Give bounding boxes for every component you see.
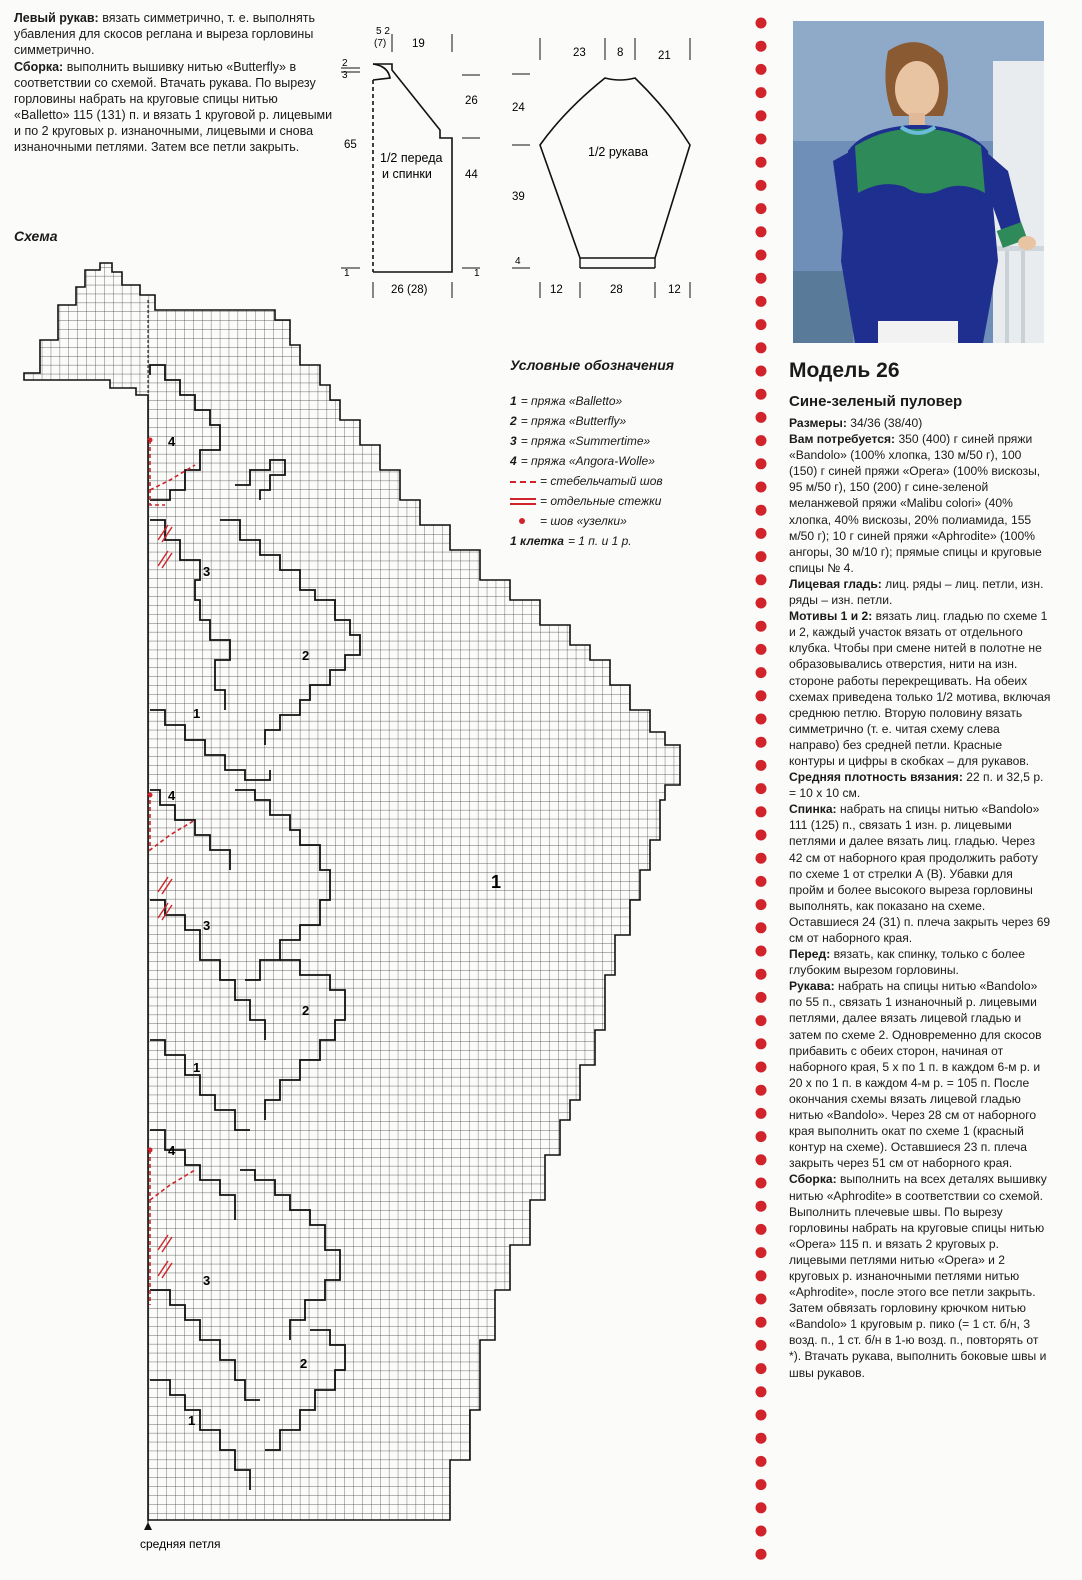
legend-text: = отдельные стежки	[540, 494, 662, 508]
decorative-dot	[756, 574, 767, 585]
decorative-dot	[756, 1131, 767, 1142]
legend-text: = 1 п. и 1 р.	[567, 534, 632, 548]
front-top-width: 19	[412, 38, 425, 50]
legend-title: Условные обозначения	[510, 357, 675, 373]
sleeve-outline	[540, 78, 690, 258]
motif-label-4: 4	[168, 788, 176, 803]
motif-label-3: 3	[203, 564, 211, 579]
cuff-side	[580, 258, 655, 268]
decorative-dot	[756, 1085, 767, 1096]
assembly-text: выполнить вышивку нитью «Butterfly» в соответствии со схемой. Втачать рукава. По вырезу горловины набрать на круговые спицы нитью «Balletto» 115 (131) п. и вязать 1 круговой р. лицевыми и по 2 круговых р. изнаночными, лицевыми и снова изнаночными петлями. Затем все петли закрыть.	[14, 60, 333, 154]
motif-label-1: 1	[193, 1060, 201, 1075]
motif-label-2: 2	[300, 1356, 308, 1371]
motif-label-1: 1	[188, 1413, 196, 1428]
motif-label-2: 2	[302, 648, 310, 663]
decorative-dot	[756, 551, 767, 562]
legend-item	[510, 511, 730, 531]
decorative-dot	[756, 1386, 767, 1397]
legend-key: 1	[510, 394, 517, 408]
motif-label-1: 1	[193, 706, 201, 721]
section-gauge	[789, 769, 1051, 801]
middle-stitch-arrow-icon	[144, 1522, 152, 1530]
decorative-dot	[756, 296, 767, 307]
legend-item	[510, 411, 730, 431]
sleeve-schematic	[512, 38, 690, 298]
legend	[510, 357, 730, 551]
decorative-dot	[756, 41, 767, 52]
motif-label-3: 3	[203, 918, 211, 933]
section-text: набрать на спицы нитью «Bandolo» по 55 п., связать 1 изнаночный р. лицевыми петлями, далее вязать лицевой гладью и затем по схеме 2. Одновременно для скосов прибавить с обеих сторон, начиная от наборного края, 5 х по 1 п. в каждом 6-м р. и 20 х по 1 п. в каждом 4-м р. = 105 п. После окончания схемы вязать лицевой гладью нитью «Bandolo». Через 28 см от наборного края выполнить окат по схеме 1 (красный контур на схеме). Оставшиеся 23 п. плеча закрыть через 51 см от наборного края.	[789, 979, 1042, 1171]
decorative-dot	[756, 1015, 767, 1026]
front-mark-1-left: 1	[344, 268, 350, 279]
decorative-dot	[756, 110, 767, 121]
legend-text: = пряжа «Summertime»	[520, 434, 651, 448]
section-motifs	[789, 608, 1051, 769]
motif-label-2: 2	[302, 1003, 310, 1018]
decorative-dot	[756, 482, 767, 493]
decorative-dot	[756, 992, 767, 1003]
front-title-2: и спинки	[382, 167, 432, 181]
decorative-dot	[756, 528, 767, 539]
decorative-dot	[756, 690, 767, 701]
model-photo	[793, 21, 1044, 343]
sleeve-height: 39	[512, 191, 525, 203]
section-label: Рукава:	[789, 979, 835, 994]
decorative-dot	[756, 203, 767, 214]
left-sleeve-text: вязать симметрично, т. е. выполнять убавления для скосов реглана и выреза горловины симметрично.	[14, 11, 315, 57]
model-title: Модель 26	[789, 359, 900, 382]
single-stitch-icon	[510, 496, 536, 506]
legend-text: = пряжа «Angora-Wolle»	[520, 454, 655, 468]
decorative-dot	[756, 737, 767, 748]
decorative-dot	[756, 806, 767, 817]
sleeve-title: 1/2 рукава	[588, 145, 649, 159]
front-left-height: 65	[344, 139, 357, 151]
motif-label-3: 3	[203, 1273, 211, 1288]
model-description	[789, 356, 1051, 1381]
sleeve-top-left: 23	[573, 47, 586, 59]
motif-label-4: 4	[168, 1143, 176, 1158]
front-armhole-height: 26	[465, 95, 478, 107]
section-label: Спинка:	[789, 802, 837, 817]
section-assembly	[789, 1171, 1051, 1380]
section-label: Средняя плотность вязания:	[789, 770, 963, 785]
decorative-dot	[756, 1526, 767, 1537]
decorative-dot	[756, 644, 767, 655]
model-subtitle: Сине-зеленый пуловер	[789, 393, 963, 410]
decorative-dot	[756, 180, 767, 191]
front-body-height: 44	[465, 169, 478, 181]
section-label: Лицевая гладь:	[789, 576, 882, 591]
front-bottom-width: 26 (28)	[391, 284, 428, 296]
decorative-dot	[756, 412, 767, 423]
neckline-curve	[373, 64, 390, 80]
legend-item	[510, 471, 730, 491]
decorative-dot	[756, 621, 767, 632]
decorative-dot	[756, 435, 767, 446]
section-text: вязать, как спинку, только с более глубоким вырезом горловины.	[789, 947, 1026, 978]
legend-text: = шов «узелки»	[540, 514, 627, 528]
section-text: лиц. ряды – лиц. петли, изн. ряды – изн. петли.	[789, 576, 1044, 608]
section-label: Сборка:	[789, 1172, 837, 1187]
section-text: набрать на спицы нитью «Bandolo» 111 (125) п., связать 1 изн. р. лицевыми петлями и далее вязать лиц. гладью. Через 42 см от наборного края продолжить работу по схеме 1 от стрелки А (В). Убавки для пройм и более высокого выреза горловины выполнять, как показано на схеме. Оставшиеся 24 (31) п. плеча закрыть через 69 см от наборного края.	[789, 802, 1051, 945]
section-label: Размеры:	[789, 416, 847, 430]
front-mark-1-right: 1	[474, 268, 480, 279]
decorative-dot	[756, 250, 767, 261]
decorative-dot	[756, 1270, 767, 1281]
front-top-left: 5 2	[376, 26, 390, 37]
decorative-dot	[756, 273, 767, 284]
decorative-dot	[756, 1108, 767, 1119]
decorative-dot	[756, 1340, 767, 1351]
decorative-dot	[756, 226, 767, 237]
schema-title: Схема	[14, 228, 58, 244]
front-mark-2: 2	[342, 58, 348, 69]
legend-text: = пряжа «Butterfly»	[520, 414, 627, 428]
red-dots	[756, 18, 767, 1560]
decorative-dot	[756, 1062, 767, 1073]
decorative-dot	[756, 366, 767, 377]
decorative-dot	[756, 922, 767, 933]
decorative-dot	[756, 1502, 767, 1513]
decorative-dot	[756, 946, 767, 957]
section-sleeves	[789, 978, 1051, 1171]
decorative-dot	[756, 1549, 767, 1560]
sleeve-bottom-right: 12	[668, 284, 681, 296]
section-label: Мотивы 1 и 2:	[789, 609, 873, 624]
sleeve-bottom-center: 28	[610, 284, 623, 296]
sleeve-top-right: 21	[658, 50, 671, 62]
legend-key: 1 клетка	[510, 534, 564, 548]
front-top-left-2: (7)	[374, 38, 387, 49]
decorative-dot	[756, 1224, 767, 1235]
section-text: 350 (400) г синей пряжи «Bandolo» (100% хлопка, 130 м/50 г), 100 (150) г синей пряжи «Opera» (100% вискозы, 95 м/50 г), 150 (200) г сине-зеленой меланжевой пряжи «Malibu colori» (40% хлопка, 40% вискозы, 20% полиамида, 155 м/50 г); 10 г синей пряжи «Aphrodite» (100% ангоры, 30 м/10 г); прямые спицы и круговые спицы № 4.	[789, 432, 1042, 575]
decorative-dot	[756, 1038, 767, 1049]
decorative-dot	[756, 505, 767, 516]
decorative-dot	[756, 1154, 767, 1165]
section-stockinette	[789, 576, 1051, 608]
legend-item	[510, 431, 730, 451]
legend-key: 2	[510, 414, 517, 428]
sleeve-top-center: 8	[617, 47, 624, 59]
decorative-dot	[756, 1178, 767, 1189]
decorative-dot	[756, 1247, 767, 1258]
legend-item	[510, 391, 730, 411]
decorative-dot	[756, 1410, 767, 1421]
legend-item	[510, 451, 730, 471]
decorative-dot	[756, 1294, 767, 1305]
sleeve-cap-height: 24	[512, 102, 525, 114]
legend-item	[510, 491, 730, 511]
decorative-dot-column	[754, 15, 768, 1565]
front-back-schematic	[341, 26, 480, 298]
decorative-dot	[756, 598, 767, 609]
decorative-dot	[756, 760, 767, 771]
motif-label-4: 4	[168, 434, 176, 449]
stem-stitch-icon	[510, 481, 536, 491]
decorative-dot	[756, 389, 767, 400]
knot-stitch-icon	[510, 516, 536, 526]
decorative-dot	[756, 1363, 767, 1374]
assembly-title: Сборка:	[14, 60, 64, 74]
legend-key: 4	[510, 454, 517, 468]
decorative-dot	[756, 319, 767, 330]
sleeve-cuff-mark: 4	[515, 256, 521, 267]
decorative-dot	[756, 876, 767, 887]
decorative-dot	[756, 853, 767, 864]
decorative-dot	[756, 899, 767, 910]
left-sleeve-title: Левый рукав:	[14, 11, 99, 25]
legend-text: = пряжа «Balletto»	[520, 394, 623, 408]
decorative-dot	[756, 18, 767, 29]
legend-item	[510, 531, 730, 551]
decorative-dot	[756, 783, 767, 794]
decorative-dot	[756, 342, 767, 353]
decorative-dot	[756, 714, 767, 725]
decorative-dot	[756, 1317, 767, 1328]
motif-label-1-large: 1	[491, 872, 502, 892]
section-text: 34/36 (38/40)	[850, 416, 923, 430]
section-label: Вам потребуется:	[789, 432, 896, 447]
decorative-dot	[756, 1201, 767, 1212]
decorative-dot	[756, 667, 767, 678]
decorative-dot	[756, 134, 767, 145]
schema-bottom-label: средняя петля	[140, 1537, 221, 1551]
section-text: 22 п. и 32,5 р. = 10 х 10 см.	[789, 770, 1044, 801]
section-label: Перед:	[789, 947, 831, 962]
legend-text: = стебельчатый шов	[540, 474, 663, 488]
decorative-dot	[756, 1456, 767, 1467]
sleeve-bottom-left: 12	[550, 284, 563, 296]
decorative-dot	[756, 830, 767, 841]
section-text: выполнить на всех деталях вышивку нитью «Aphrodite» в соответствии со схемой. Выполнить плечевые швы. По вырезу горловины набрать на круговые спицы нитью «Opera» 115 п. и вязать 2 круговых р. лицевыми петлями нитью «Opera» и 2 круговых р. изнаночными петлями нитью «Aphrodite», после этого все петли закрыть. Затем обвязать горловину крючком нитью «Bandolo» 1 круговым р. пико (= 1 ст. б/н, 3 возд. п., 1 ст. б/н в 1-ю возд. п., повторять от *). Втачать рукава, выполнить боковые швы и швы рукавов.	[789, 1172, 1047, 1380]
decorative-dot	[756, 64, 767, 75]
section-front	[789, 946, 1051, 978]
decorative-dot	[756, 1433, 767, 1444]
decorative-dot	[756, 87, 767, 98]
front-mark-3: 3	[342, 70, 348, 81]
section-sizes	[789, 415, 1051, 431]
decorative-dot	[756, 1479, 767, 1490]
front-title: 1/2 переда	[380, 151, 443, 165]
decorative-dot	[756, 458, 767, 469]
decorative-dot	[756, 969, 767, 980]
section-back	[789, 801, 1051, 946]
decorative-dot	[756, 157, 767, 168]
section-text: вязать лиц. гладью по схеме 1 и 2, каждый участок вязать от отдельного клубка. Чтобы при смене нитей в полотне не образовывались отверстия, нити на изн. стороне работы перекрещивать. На обеих схемах приведена только 1/2 мотива, включая среднюю петлю. Вторую половину вязать симметрично (т. е. читая схему слева направо) без средней петли. Красные контуры и цифры в скобках – для рукавов.	[789, 609, 1051, 768]
section-materials	[789, 431, 1051, 576]
legend-key: 3	[510, 434, 517, 448]
